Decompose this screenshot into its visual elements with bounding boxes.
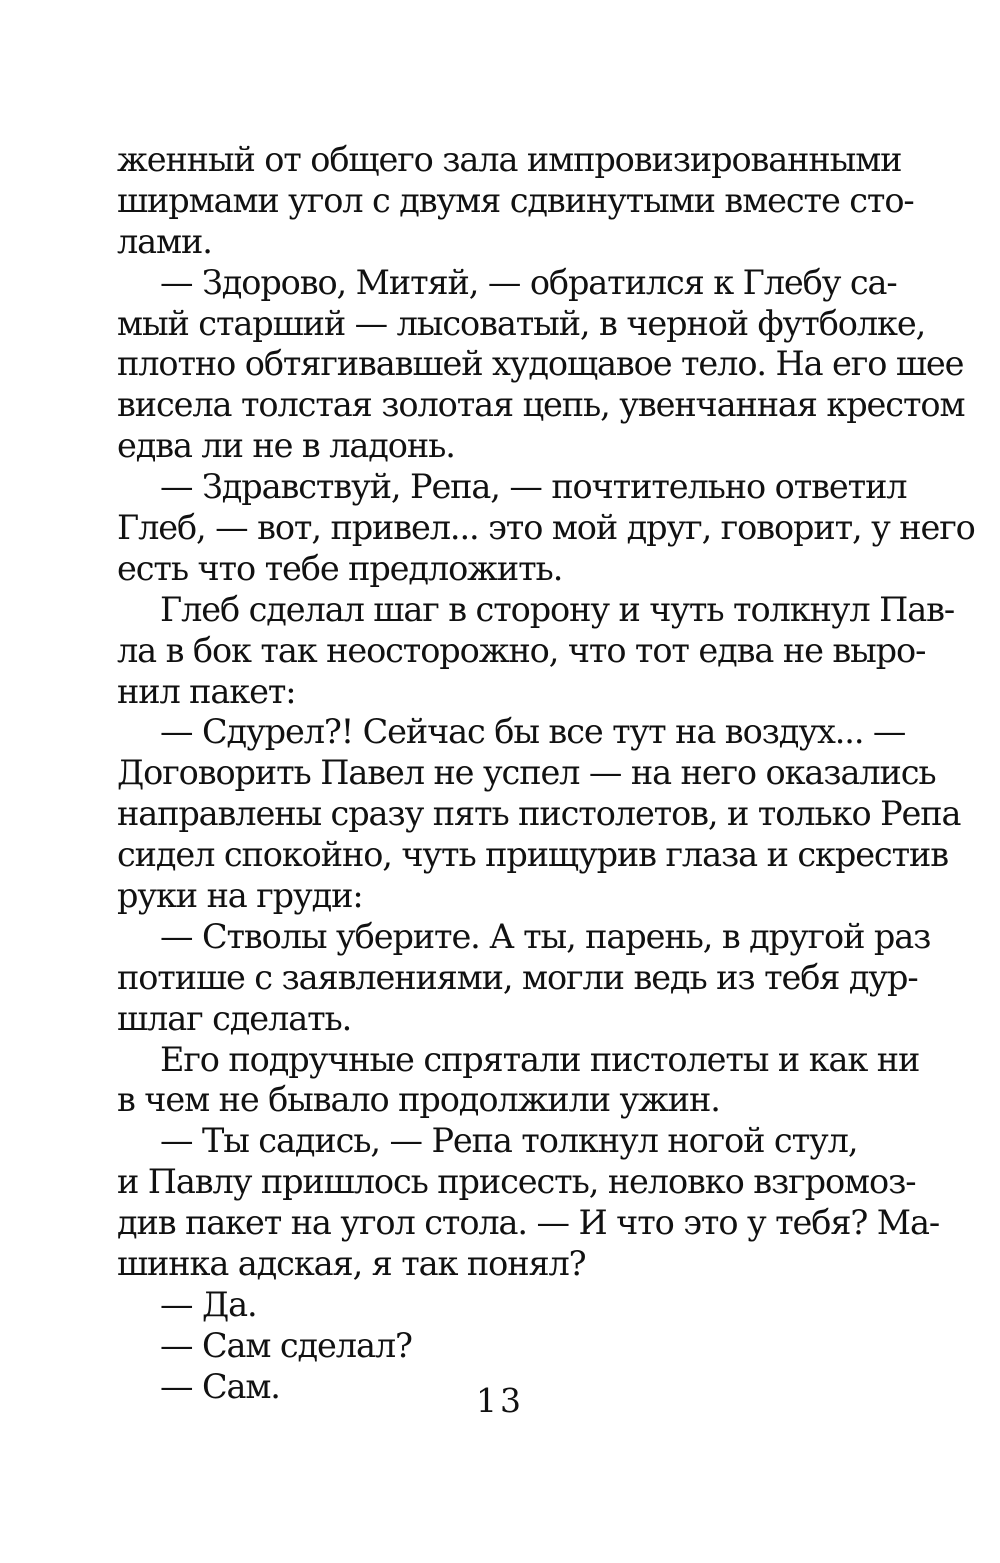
text-line: див пакет на угол стола. — И что это у тебя? Ма- (117, 1203, 940, 1243)
text-line: — Ты садись, — Репа толкнул ногой стул, (160, 1121, 858, 1161)
text-line: — Сдурел?! Сейчас бы все тут на воздух... — (160, 712, 906, 752)
text-line: Его подручные спрятали пистолеты и как ни (160, 1039, 920, 1079)
text-line: нил пакет: (117, 671, 296, 711)
text-line: ширмами угол с двумя сдвинутыми вместе сто- (117, 180, 914, 220)
text-line: ла в бок так неосторожно, что тот едва не выро- (117, 630, 926, 670)
text-line: шлаг сделать. (117, 998, 352, 1038)
text-line: — Да. (160, 1284, 257, 1324)
text-line: женный от общего зала импровизированными (117, 140, 902, 179)
text-line: плотно обтягивавшей худощавое тело. На его шее (117, 344, 964, 384)
page-text (117, 140, 975, 1408)
text-line: лами. (117, 221, 212, 261)
text-line: мый старший — лысоватый, в черной футболке, (117, 303, 926, 343)
text-line: Договорить Павел не успел — на него оказались (117, 753, 936, 793)
text-line: в чем не бывало продолжили ужин. (117, 1080, 720, 1120)
text-line: направлены сразу пять пистолетов, и только Репа (117, 794, 961, 834)
text-line: висела толстая золотая цепь, увенчанная крестом (117, 385, 965, 425)
text-line: — Сам. (160, 1366, 280, 1406)
text-line: шинка адская, я так понял? (117, 1244, 586, 1284)
text-line: едва ли не в ладонь. (117, 426, 455, 466)
text-line: — Здорово, Митяй, — обратился к Глебу са- (160, 262, 897, 302)
text-line: и Павлу пришлось присесть, неловко взгромоз- (117, 1162, 916, 1202)
text-line: есть что тебе предложить. (117, 548, 563, 588)
text-line: потише с заявлениями, могли ведь из тебя дур- (117, 957, 918, 997)
page-number: 13 (476, 1381, 524, 1420)
text-line: — Стволы уберите. А ты, парень, в другой раз (160, 916, 931, 956)
text-line: Глеб сделал шаг в сторону и чуть толкнул Пав- (160, 589, 955, 629)
text-line: Глеб, — вот, привел... это мой друг, говорит, у него (117, 508, 975, 548)
text-line: — Здравствуй, Репа, — почтительно ответил (160, 467, 907, 507)
text-line: сидел спокойно, чуть прищурив глаза и скрестив (117, 835, 948, 875)
text-line: руки на груди: (117, 876, 363, 916)
text-line: — Сам сделал? (160, 1325, 412, 1365)
